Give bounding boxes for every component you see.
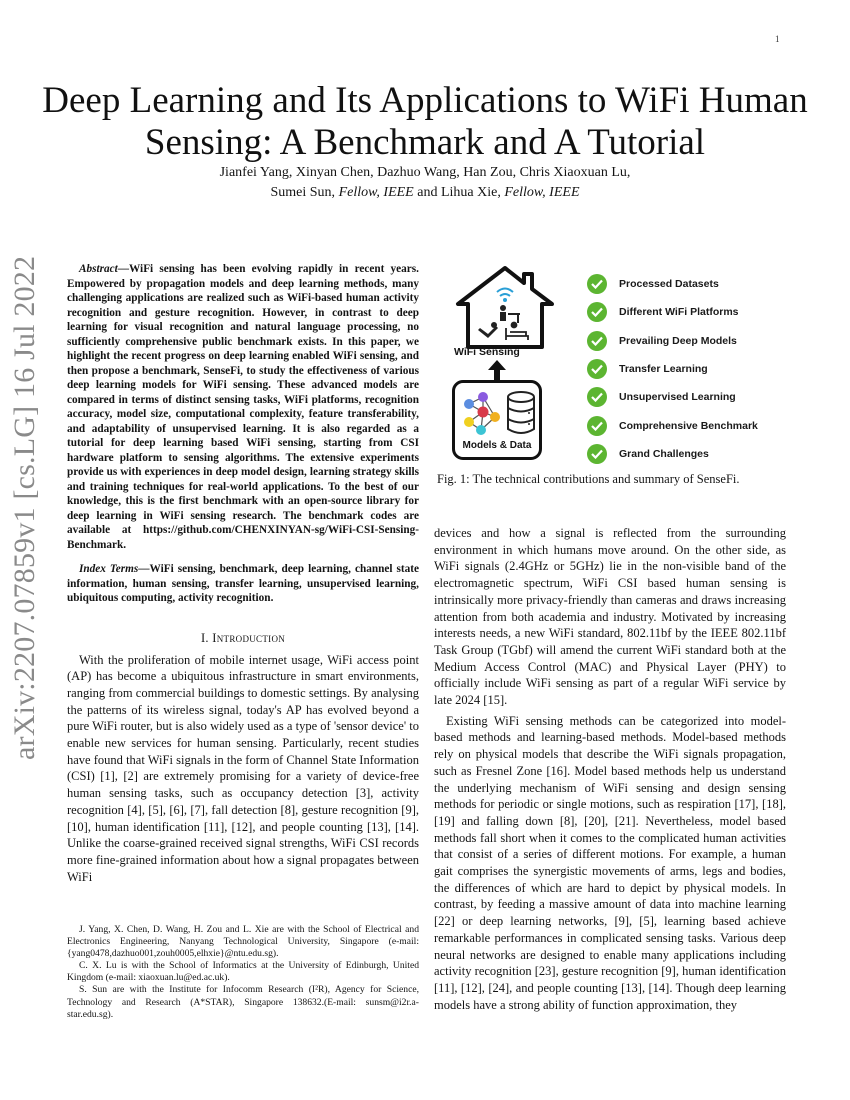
person-desk-icon xyxy=(500,305,520,323)
body-paragraph: Existing WiFi sensing methods can be categorized into model-based methods and learning-based methods. Model-based methods rely on physical models that describe the WiFi signals propagation, such as Fresnel Zone [16]. Model based methods help us understand the underlying mechanism of WiFi sensing and design sensing methods for periodic or single motions, such as respiration [17], [18], [19] and falling down [8], [20], [21]. Nevertheless, model based methods fall short when it comes to the complicated human activities that consist of a series of different motions. For example, a human gait comprises the synergistic movements of arms, legs and bodies, the differences of which are hard to depict by physical models. In contrast, by feeding a massive amount of data into machine learning [22] or deep learning networks, [9], [5], learning based achieve remarkable performances in complicated sensing tasks. Various deep neural networks are designed to enable many applications including activity recognition [23], gesture recognition [9], human identification [11], [12], [24], and people counting [13], [14]. Though deep learning models have a strong ability of function approximation, they xyxy=(434,713,786,1012)
footnote: C. X. Lu is with the School of Informatics at the University of Edinburgh, United Kingdom (e-mail: xiaoxuan.lu@ed.ac.uk). xyxy=(67,960,419,984)
index-terms-text: —WiFi sensing, benchmark, deep learning, channel state information, human sensing, transfer learning, unsupervised learning, ubiquitous computing, activity recognition. xyxy=(67,563,420,604)
person-lying-icon xyxy=(478,322,498,338)
wifi-icon xyxy=(497,289,513,297)
checklist-label: Transfer Learning xyxy=(619,363,708,376)
abstract-label: Abstract xyxy=(79,263,118,275)
checklist-item xyxy=(587,355,758,383)
checklist-label: Comprehensive Benchmark xyxy=(619,419,758,432)
intro-paragraph: With the proliferation of mobile internet usage, WiFi access point (AP) has become a ubiquitous infrastructure in smart environments, ranging from commercial buildings to domestic settings. By analysing the patterns of its wireless signal, today's AP has evolved beyond a pure WiFi router, but is also widely used as a type of 'sensor device' to enable new services for human sensing. Particularly, recent studies have found that WiFi signals in the form of Channel State Information (CSI) [1], [2] are extremely promising for a variety of device-free human sensing tasks, such as occupancy detection [3], activity recognition [4], [5], [6], [7], fall detection [8], gesture recognition [9], [10], human identification [11], [12], and people counting [13], [14]. Unlike the coarse-grained received signal strengths, WiFi CSI records more fine-grained information about how a signal propagates between WiFi xyxy=(67,652,419,884)
authors-line-2 xyxy=(40,183,810,203)
footnote: S. Sun are with the Institute for Infocomm Research (I²R), Agency for Science, Technology and Research (A*STAR), Singapore 138632.(E-mail: sunsm@i2r.a-star.edu.sg). xyxy=(67,984,419,1020)
section-heading xyxy=(67,631,419,646)
checklist-item xyxy=(587,411,758,439)
footnote: J. Yang, X. Chen, D. Wang, H. Zou and L. Xie are with the School of Electrical and Electronics Engineering, Nanyang Technological University, Singapore (e-mail: {yang0478,dazhuo001,zouh0005,elhxie}@ntu.edu.sg). xyxy=(67,924,419,960)
bed-icon xyxy=(506,323,528,341)
models-data-label: Models & Data xyxy=(462,440,532,451)
index-terms xyxy=(67,562,419,606)
checklist-item xyxy=(587,270,758,298)
section-number: I. xyxy=(200,630,213,645)
abstract xyxy=(67,262,419,552)
checklist-label: Different WiFi Platforms xyxy=(619,306,739,319)
figure-1 xyxy=(440,262,800,472)
left-column xyxy=(67,262,419,885)
arxiv-stamp: arXiv:2207.07859v1 [cs.LG] 16 Jul 2022 xyxy=(8,255,41,760)
house-icon xyxy=(450,262,560,352)
title-line-1: Deep Learning and Its Applications to WiFi Human xyxy=(42,80,808,121)
network-database-icon xyxy=(455,387,539,439)
fellow-title: Fellow, IEEE xyxy=(338,185,414,200)
checkmark-icon xyxy=(587,302,607,322)
database-icon xyxy=(508,392,534,433)
wifi-sensing-label: WiFi Sensing xyxy=(454,346,520,358)
author-footnotes xyxy=(67,924,419,1021)
models-data-box xyxy=(452,380,542,460)
page-number: 1 xyxy=(775,34,780,44)
authors-line-1: Jianfei Yang, Xinyan Chen, Dazhuo Wang, Han Zou, Chris Xiaoxuan Lu, xyxy=(219,165,631,180)
checklist-label: Processed Datasets xyxy=(619,278,719,291)
abstract-text: —WiFi sensing has been evolving rapidly in recent years. Empowered by propagation models and deep learning methods, many challenging applications are realized such as WiFi-based human activity recognition and gesture recognition. However, in contrast to deep learning for visual recognition and natural language processing, no sufficiently comprehensive public benchmark exists. In this paper, we highlight the recent progress on deep learning enabled WiFi sensing, and then propose a benchmark, SenseFi, to study the effectiveness of various deep learning models for WiFi sensing. These advanced models are compared in terms of distinct sensing tasks, WiFi platforms, recognition accuracy, model size, computational complexity, feature transferability, and adaptability of unsupervised learning. It is also regarded as a tutorial for deep learning based WiFi sensing, starting from CSI hardware platform to sensing algorithms. The extensive experiments provide us with experiences in deep model design, learning strategy skills and training techniques for real-world applications. To the best of our knowledge, this is the first benchmark with an open-source library for deep learning in WiFi sensing research. The benchmark codes are available at https://github.com/CHENXINYAN-sg/WiFi-CSI-Sensing-Benchmark. xyxy=(67,263,419,551)
checklist-item xyxy=(587,298,758,326)
author-text: and Lihua Xie, xyxy=(413,185,505,200)
contribution-checklist xyxy=(587,270,758,468)
body-paragraph: devices and how a signal is reflected from the surrounding environment in which humans move around. On the other side, as WiFi signals (2.4GHz or 5GHz) lie in the non-visible band of the electromagnetic spectrum, WiFi CSI based human sensing is intrinsically more privacy-friendly than cameras and draws increasing attention from both academia and industry. Motivated by increasing interests needs, a new WiFi standard, 802.11bf by the IEEE 802.11bf Task Group (TGbf) will amend the current WiFi standard both at the Medium Access Control (MAC) and Physical Layer (PHY) to officially include WiFi sensing as part of a regular WiFi service by late 2024 [15]. xyxy=(434,526,786,708)
checklist-item xyxy=(587,440,758,468)
figure-caption: Fig. 1: The technical contributions and summary of SenseFi. xyxy=(437,472,740,486)
checkmark-icon xyxy=(587,359,607,379)
paper-title xyxy=(40,80,810,164)
checklist-label: Grand Challenges xyxy=(619,447,709,460)
section-title: Introduction xyxy=(212,630,286,645)
checkmark-icon xyxy=(587,416,607,436)
index-terms-label: Index Terms xyxy=(79,563,139,575)
checkmark-icon xyxy=(587,274,607,294)
checklist-item xyxy=(587,327,758,355)
checklist-label: Prevailing Deep Models xyxy=(619,334,737,347)
arrow-up-icon xyxy=(487,360,507,382)
title-line-2: Sensing: A Benchmark and A Tutorial xyxy=(144,122,706,163)
checkmark-icon xyxy=(587,331,607,351)
right-column xyxy=(434,525,786,1013)
checkmark-icon xyxy=(587,387,607,407)
author-list xyxy=(40,163,810,203)
fellow-title: Fellow, IEEE xyxy=(504,185,580,200)
checkmark-icon xyxy=(587,444,607,464)
author-text: Sumei Sun, xyxy=(270,185,339,200)
checklist-label: Unsupervised Learning xyxy=(619,391,736,404)
checklist-item xyxy=(587,383,758,411)
